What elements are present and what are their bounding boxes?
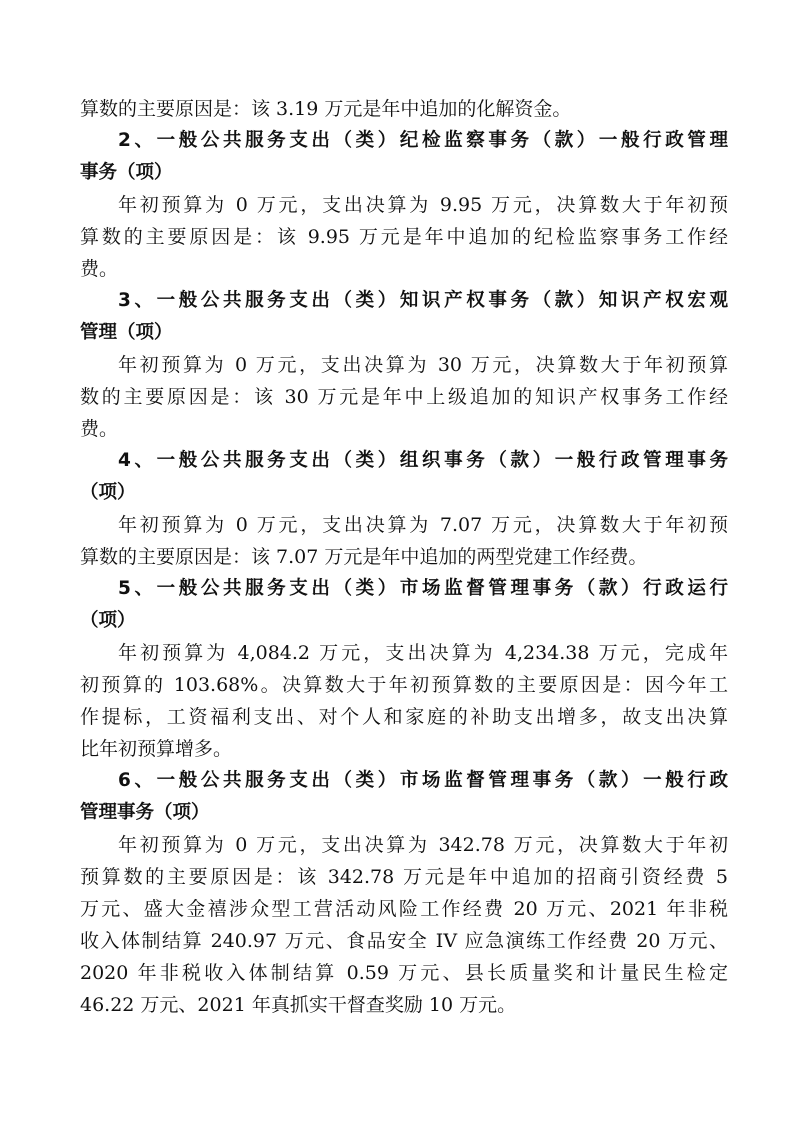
section-heading-continued: （项） bbox=[80, 482, 136, 503]
section-heading-continued: 事务（项） bbox=[80, 162, 173, 183]
body-text-line: 年初预算为 0 万元，支出决算为 9.95 万元，决算数大于年初预 bbox=[118, 194, 728, 216]
document-page bbox=[80, 93, 728, 1021]
body-text-line: 年初预算为 0 万元，支出决算为 30 万元，决算数大于年初预算 bbox=[118, 354, 728, 376]
body-text-line: 作提标，工资福利支出、对个人和家庭的补助支出增多，故支出决算 bbox=[80, 706, 728, 728]
body-text-line: 预算数的主要原因是：该 342.78 万元是年中追加的招商引资经费 5 bbox=[80, 866, 728, 888]
body-text-line: 费。 bbox=[80, 258, 119, 280]
body-text-line: 2020 年非税收入体制结算 0.59 万元、县长质量奖和计量民生检定 bbox=[80, 962, 728, 984]
section-heading: 2、一般公共服务支出（类）纪检监察事务（款）一般行政管理 bbox=[118, 130, 728, 151]
section-heading: 5、一般公共服务支出（类）市场监督管理事务（款）行政运行 bbox=[118, 578, 728, 599]
section-heading: 6、一般公共服务支出（类）市场监督管理事务（款）一般行政 bbox=[118, 770, 728, 791]
section-heading-continued: 管理（项） bbox=[80, 322, 173, 343]
body-text-line: 初预算的 103.68%。决算数大于年初预算数的主要原因是：因今年工 bbox=[80, 674, 728, 696]
section-heading: 3、一般公共服务支出（类）知识产权事务（款）知识产权宏观 bbox=[118, 290, 728, 311]
body-text-line: 万元、盛大金禧涉众型工营活动风险工作经费 20 万元、2021 年非税 bbox=[80, 898, 728, 920]
body-text-line: 比年初预算增多。 bbox=[80, 738, 233, 760]
body-text-line: 算数的主要原因是：该 7.07 万元是年中追加的两型党建工作经费。 bbox=[80, 546, 648, 568]
body-text-line: 46.22 万元、2021 年真抓实干督查奖励 10 万元。 bbox=[80, 994, 517, 1016]
body-text-line: 算数的主要原因是：该 9.95 万元是年中追加的纪检监察事务工作经 bbox=[80, 226, 728, 248]
section-heading-continued: （项） bbox=[80, 610, 136, 631]
body-text-line: 年初预算为 0 万元，支出决算为 342.78 万元，决算数大于年初 bbox=[118, 834, 728, 856]
body-text-line: 数的主要原因是：该 30 万元是年中上级追加的知识产权事务工作经 bbox=[80, 386, 728, 408]
body-text-line: 年初预算为 0 万元，支出决算为 7.07 万元，决算数大于年初预 bbox=[118, 514, 728, 536]
body-text-line: 收入体制结算 240.97 万元、食品安全 IV 应急演练工作经费 20 万元、 bbox=[80, 930, 728, 952]
body-text-line: 算数的主要原因是：该 3.19 万元是年中追加的化解资金。 bbox=[80, 98, 572, 120]
section-heading-continued: 管理事务（项） bbox=[80, 802, 210, 823]
section-heading: 4、一般公共服务支出（类）组织事务（款）一般行政管理事务 bbox=[118, 450, 728, 471]
body-text-line: 费。 bbox=[80, 418, 119, 440]
body-text-line: 年初预算为 4,084.2 万元，支出决算为 4,234.38 万元，完成年 bbox=[118, 642, 728, 664]
